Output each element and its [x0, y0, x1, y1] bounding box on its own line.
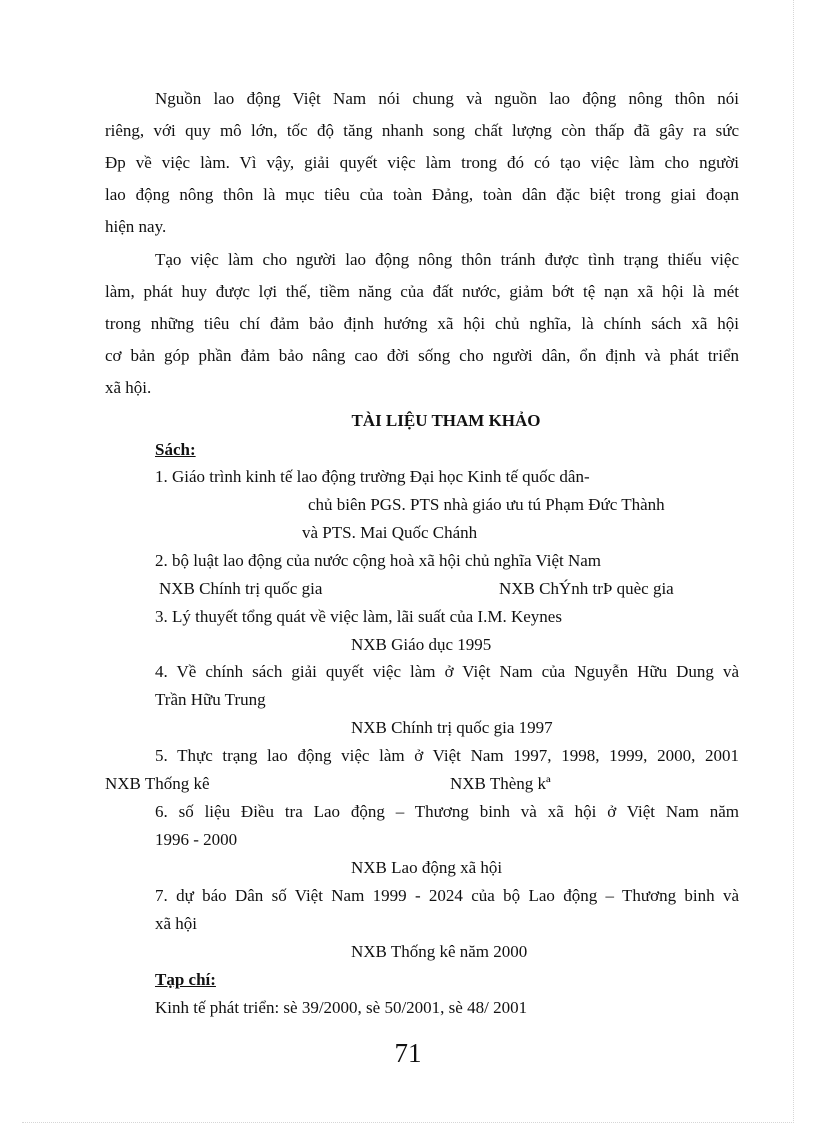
reference-line: 2. bộ luật lao động của nước cộng hoà xã hội chủ nghĩa Việt Nam: [155, 551, 602, 570]
paragraph-line: Đp về việc làm. Vì vậy, giải quyết việc làm trong đó có tạo việc làm cho người: [105, 153, 739, 172]
reference-line: xã hội: [155, 914, 198, 933]
reference-line: 1. Giáo trình kinh tế lao động trường Đại học Kinh tế quốc dân-: [155, 467, 590, 486]
books-heading: Sách:: [155, 440, 196, 459]
paragraph-line: Nguồn lao động Việt Nam nói chung và nguồn lao động nông thôn nói: [155, 89, 739, 108]
paragraph-line: Tạo việc làm cho người lao động nông thôn tránh được tình trạng thiếu việc: [155, 250, 739, 269]
paragraph-line: cơ bản góp phần đảm bảo nâng cao đời sống cho người dân, ổn định và phát triển: [105, 346, 739, 365]
reference-publisher: NXB Giáo dục 1995: [351, 635, 492, 654]
reference-line: Trần Hữu Trung: [155, 690, 266, 709]
reference-publisher: NXB ChÝnh trÞ quèc gia: [499, 579, 674, 598]
reference-publisher: NXB Thèng kª: [450, 774, 551, 793]
reference-line: 1996 - 2000: [155, 830, 238, 849]
reference-publisher: NXB Lao động xã hội: [351, 858, 503, 877]
paragraph-line: làm, phát huy được lợi thế, tiềm năng của đất nước, giảm bớt tệ nạn xã hội là mét: [105, 282, 739, 301]
paragraph-line: trong những tiêu chí đảm bảo định hướng xã hội chủ nghĩa, là chính sách xã hội: [105, 314, 739, 333]
paragraph-line: riêng, với quy mô lớn, tốc độ tăng nhanh song chất lượng còn thấp đã gây ra sức: [105, 121, 739, 140]
journals-heading: Tạp chí:: [155, 970, 216, 989]
reference-line: chủ biên PGS. PTS nhà giáo ưu tú Phạm Đức Thành: [308, 495, 665, 514]
reference-publisher: NXB Chính trị quốc gia: [159, 579, 323, 598]
reference-publisher: NXB Chính trị quốc gia 1997: [351, 718, 553, 737]
reference-line: và PTS. Mai Quốc Chánh: [302, 523, 478, 542]
reference-line: 5. Thực trạng lao động việc làm ở Việt Nam 1997, 1998, 1999, 2000, 2001: [155, 746, 739, 765]
page-number: 71: [394, 1038, 422, 1068]
paragraph-line: hiện nay.: [105, 217, 167, 236]
reference-line: 3. Lý thuyết tổng quát về việc làm, lãi suất của I.M. Keynes: [155, 607, 562, 626]
reference-line: 7. dự báo Dân số Việt Nam 1999 - 2024 của bộ Lao động – Thương binh và: [155, 886, 739, 905]
reference-publisher: NXB Thống kê năm 2000: [351, 942, 528, 961]
reference-publisher: NXB Thống kê: [105, 774, 210, 793]
reference-line: Kinh tế phát triển: sè 39/2000, sè 50/2001, sè 48/ 2001: [155, 998, 528, 1017]
paragraph-line: lao động nông thôn là mục tiêu của toàn Đảng, toàn dân đặc biệt trong giai đoạn: [105, 185, 739, 204]
paragraph-line: xã hội.: [105, 378, 152, 397]
references-title: TÀI LIỆU THAM KHẢO: [351, 411, 541, 430]
reference-line: 6. số liệu Điều tra Lao động – Thương binh và xã hội ở Việt Nam năm: [155, 802, 739, 821]
reference-line: 4. Về chính sách giải quyết việc làm ở Việt Nam của Nguyễn Hữu Dung và: [155, 662, 739, 681]
